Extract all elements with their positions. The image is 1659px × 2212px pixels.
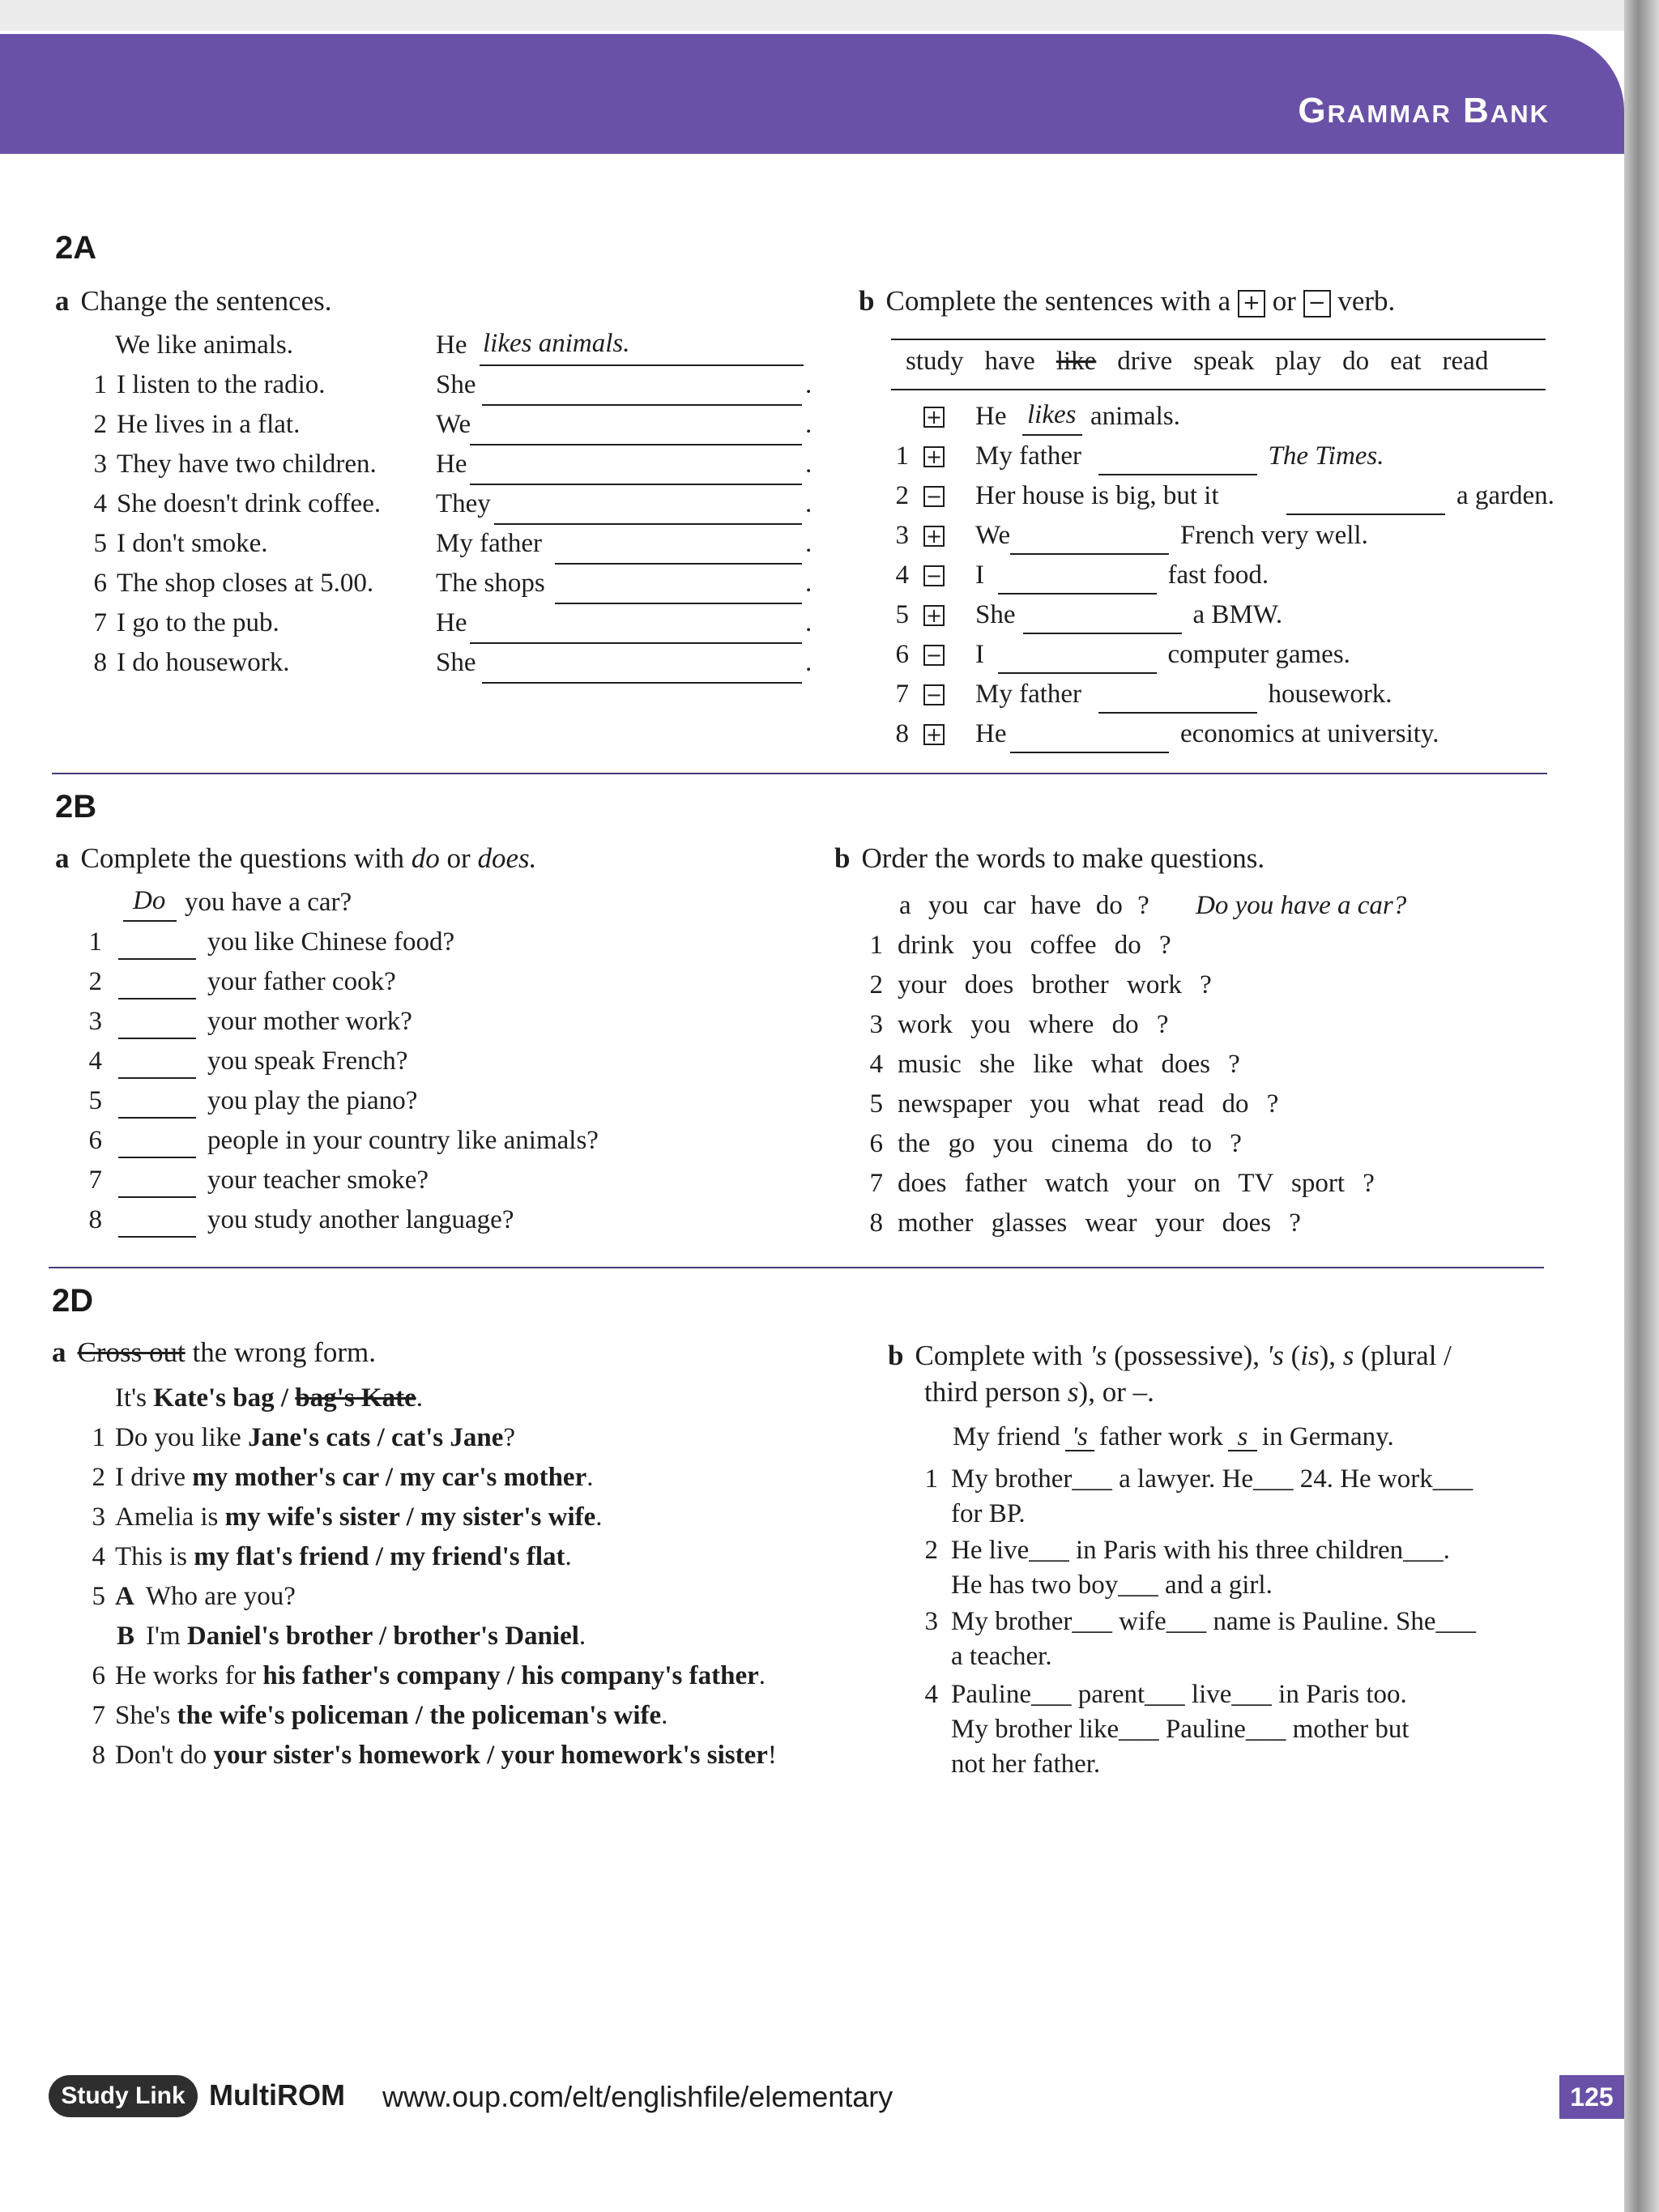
sentence-item [81, 489, 381, 519]
sentence-text: They have two children. [117, 450, 377, 479]
sentence-text: Amelia is [115, 1502, 219, 1532]
option-separator: / [500, 1661, 522, 1690]
example-rest: you have a car? [185, 888, 352, 917]
jumbled-words: music she like what does ? [898, 1050, 1240, 1079]
sentence-item [79, 1741, 777, 1771]
option-one: my mother's car [192, 1463, 379, 1492]
answer-line [1022, 434, 1082, 436]
speaker-label: B [117, 1622, 135, 1651]
minus-box-icon: − [923, 684, 945, 705]
word-box-top-rule [891, 339, 1546, 340]
page-number: 125 [1559, 2075, 1624, 2119]
answer-blank [470, 484, 802, 485]
sentence-end: ! [767, 1741, 777, 1770]
item-number: 1 [924, 1464, 938, 1494]
answer-blank [1010, 553, 1169, 555]
answer-blank [470, 444, 802, 445]
item-number: 5 [88, 1086, 102, 1115]
answer-blank [118, 1236, 196, 1238]
section-2a-code: 2A [55, 230, 97, 266]
example-answer: Do you have a car? [1196, 891, 1407, 920]
word-option: like [1056, 347, 1097, 376]
exercise-2b-a-instruction [55, 842, 536, 875]
item-number: 1 [93, 370, 107, 399]
sentence-rest: housework. [1268, 680, 1392, 709]
option-two: brother's Daniel [393, 1622, 579, 1651]
instruction-text: (possessive), [1114, 1340, 1260, 1371]
subject-word: She [436, 370, 476, 399]
jumbled-words: newspaper you what read do ? [898, 1089, 1279, 1119]
sentence-item [81, 608, 279, 638]
item-number: 5 [92, 1582, 105, 1611]
example-subject: He [975, 402, 1007, 431]
sentence-item [79, 1582, 296, 1612]
subject-word: My father [436, 529, 543, 558]
sentence-item [81, 450, 377, 479]
option-separator: / [372, 1622, 394, 1651]
jumbled-words: work you where do ? [898, 1010, 1169, 1039]
subject-text: My father [975, 441, 1082, 471]
multirom-label: MultiROM [209, 2078, 345, 2112]
sentence-text: This is [115, 1542, 187, 1571]
answer-blank [555, 603, 802, 604]
item-number: 7 [895, 680, 909, 709]
item-number: 3 [869, 1010, 883, 1039]
item-number: 2 [88, 967, 102, 996]
answer-blank [482, 404, 802, 406]
answer-blank [1010, 752, 1169, 753]
item-number: 3 [924, 1607, 938, 1636]
answer-line [123, 920, 177, 922]
word-option: read [1442, 347, 1489, 376]
option-two: cat's Jane [391, 1423, 504, 1452]
sentence-end: . [578, 1622, 586, 1651]
option-separator: / [369, 1542, 390, 1571]
option-two: your homework's sister [501, 1741, 768, 1770]
sentence-item [79, 1502, 603, 1532]
item-number: 5 [93, 529, 107, 558]
item-number: 4 [88, 1046, 102, 1076]
item-number: 5 [869, 1089, 883, 1119]
item-number: 7 [93, 608, 107, 637]
option-two: the policeman's wife [429, 1701, 662, 1730]
subject-text: He [975, 719, 1007, 748]
answer-blank [118, 1077, 196, 1079]
jumbled-words: does father watch your on TV sport ? [898, 1169, 1375, 1198]
word-option: study [906, 347, 964, 376]
gapped-line: Pauline___ parent___ live___ in Paris too. [951, 1680, 1407, 1709]
item-number: 6 [895, 640, 909, 669]
example-subject: He [436, 330, 467, 360]
item-number: 2 [924, 1536, 938, 1565]
item-number: 8 [88, 1205, 102, 1234]
item-number: 2 [92, 1463, 105, 1492]
question-rest: your mother work? [207, 1007, 412, 1036]
instruction-text: Change the sentences. [80, 285, 332, 317]
option-one: my flat's friend [194, 1542, 369, 1571]
sentence-text: I don't smoke. [117, 529, 268, 558]
exercise-2d-b-instruction-line2 [924, 1376, 1154, 1409]
exercise-letter: a [52, 1336, 66, 1368]
item-number: 7 [92, 1701, 105, 1730]
item-number: 1 [88, 927, 102, 957]
exercise-letter: b [888, 1340, 904, 1371]
item-number: 6 [869, 1129, 883, 1158]
sentence-text: Don't do [115, 1741, 207, 1770]
minus-box-icon: − [1303, 290, 1331, 318]
exercise-letter: a [55, 842, 70, 874]
sentence-item [81, 569, 373, 599]
sentence-end: ? [503, 1423, 516, 1452]
section-2d-code: 2D [52, 1283, 94, 1319]
sentence-end: . [595, 1502, 603, 1532]
sentence-end: . [758, 1661, 766, 1690]
sentence-text: It's [115, 1383, 147, 1413]
item-number: 8 [869, 1208, 883, 1238]
item-number: 2 [895, 481, 909, 510]
plus-box-icon: + [1238, 290, 1265, 318]
sentence-end: . [565, 1542, 572, 1571]
option-separator: / [480, 1741, 501, 1770]
full-stop: . [805, 529, 812, 558]
word-option: speak [1193, 347, 1255, 376]
gapped-line: He live___ in Paris with his three children___. [951, 1536, 1450, 1565]
answer-blank [998, 593, 1157, 595]
option-separator: / [378, 1463, 400, 1492]
answer-blank [118, 958, 196, 960]
footer-url-link[interactable]: www.oup.com/elt/englishfile/elementary [382, 2080, 893, 2113]
plus-box-icon: + [923, 605, 945, 626]
subject-word: They [436, 489, 491, 518]
sentence-item [81, 410, 300, 440]
word-option: eat [1390, 347, 1422, 376]
sentence-text: I listen to the radio. [117, 370, 326, 399]
item-number: 8 [93, 648, 107, 677]
example-fill: 's [1065, 1424, 1094, 1451]
option-separator: / [274, 1383, 296, 1413]
exercise-letter: b [859, 285, 875, 317]
answer-blank [1098, 474, 1257, 475]
item-number: 3 [93, 450, 107, 479]
word-box [906, 347, 1509, 377]
option-one: your sister's homework [213, 1741, 480, 1770]
gapped-line: My brother___ wife___ name is Pauline. She___ [951, 1607, 1476, 1636]
example-rest: animals. [1090, 402, 1180, 431]
full-stop: . [805, 489, 812, 518]
instruction-s: 's [1090, 1340, 1107, 1371]
jumbled-words: your does brother work ? [898, 970, 1212, 999]
item-number: 4 [93, 489, 107, 518]
option-one: the wife's policeman [177, 1701, 409, 1730]
answer-blank [1023, 633, 1182, 634]
plus-box-icon: + [923, 446, 945, 467]
answer-blank [494, 523, 802, 525]
item-number: 4 [895, 560, 909, 590]
section-2b-code: 2B [55, 789, 97, 825]
option-one: Kate's bag [153, 1383, 275, 1413]
answer-blank [118, 1038, 196, 1039]
instruction-does: does. [477, 842, 537, 874]
speaker-label: A [115, 1582, 134, 1611]
item-number: 1 [92, 1423, 105, 1452]
question-rest: you study another language? [207, 1205, 514, 1234]
option-two: his company's father [521, 1661, 759, 1690]
full-stop: . [805, 410, 812, 439]
instruction-text: (plural / [1361, 1340, 1452, 1371]
item-number: 7 [869, 1169, 883, 1198]
exercise-2d-a-instruction [52, 1336, 376, 1369]
item-number: 3 [88, 1007, 102, 1036]
option-two: my sister's wife [420, 1502, 596, 1532]
gapped-line: My brother like___ Pauline___ mother but [951, 1715, 1410, 1744]
word-option: drive [1117, 347, 1173, 376]
item-number: 4 [924, 1680, 938, 1709]
option-two: my car's mother [399, 1463, 587, 1492]
answer-blank [1098, 712, 1257, 714]
exercise-2a-b-instruction [859, 285, 1395, 318]
instruction-or: or [1272, 285, 1296, 317]
question-rest: you like Chinese food? [207, 927, 455, 957]
sentence-rest: French very well. [1180, 521, 1368, 550]
sentence-item [79, 1423, 515, 1453]
question-rest: your father cook? [207, 967, 396, 996]
full-stop: . [805, 648, 812, 677]
subject-word: We [436, 410, 471, 439]
subject-text: I [975, 560, 984, 590]
sentence-rest: The Times. [1268, 441, 1384, 471]
sentence-item [79, 1661, 766, 1691]
plus-box-icon: + [923, 526, 945, 547]
sentence-item [81, 529, 268, 559]
answer-blank [1286, 514, 1445, 515]
option-separator: / [399, 1502, 421, 1532]
sentence-end: . [586, 1463, 594, 1492]
example-sentence [953, 1422, 1394, 1452]
gapped-line: My brother___ a lawyer. He___ 24. He work___ [951, 1464, 1473, 1494]
plus-box-icon: + [923, 407, 945, 428]
subject-text: She [975, 600, 1016, 629]
subject-text: My father [975, 680, 1082, 709]
sentence-text: Do you like [115, 1423, 241, 1452]
plus-box-icon: + [923, 724, 945, 745]
sentence-text: He lives in a flat. [117, 410, 301, 439]
sentence-text: The shop closes at 5.00. [117, 569, 374, 598]
subject-word: He [436, 450, 467, 479]
jumbled-words: the go you cinema do to ? [898, 1129, 1242, 1158]
sentence-rest: fast food. [1167, 560, 1269, 590]
item-number: 2 [93, 410, 107, 439]
subject-word: She [436, 648, 476, 677]
subject-word: The shops [436, 569, 545, 598]
subject-text: I [975, 640, 984, 669]
item-number: 6 [93, 569, 107, 598]
study-link-badge: Study Link [49, 2075, 198, 2117]
jumbled-words: drink you coffee do ? [898, 931, 1171, 960]
sentence-text: She doesn't drink coffee. [117, 489, 382, 518]
page-header-title: Grammar Bank [1298, 91, 1550, 130]
sentence-text: She's [115, 1701, 171, 1730]
minus-box-icon: − [923, 645, 945, 666]
sentence-text: Who are you? [145, 1582, 296, 1611]
example-text: in Germany. [1261, 1422, 1394, 1451]
option-two: my friend's flat [390, 1542, 565, 1571]
sentence-text: I go to the pub. [117, 608, 279, 637]
sentence-rest: a garden. [1456, 481, 1555, 510]
sentence-item [79, 1463, 593, 1493]
instruction-or: or [446, 842, 471, 874]
sentence-item [115, 1383, 423, 1413]
answer-blank [118, 998, 196, 999]
item-number: 6 [88, 1126, 102, 1155]
example-label: a [899, 891, 911, 920]
example-answer: Do [133, 886, 166, 915]
answer-blank [470, 642, 802, 644]
instruction-do: do [411, 842, 440, 874]
example-words: you car have do ? [928, 891, 1149, 920]
option-one: my wife's sister [224, 1502, 400, 1532]
option-one: his father's company [262, 1661, 501, 1690]
example-text: My friend [953, 1422, 1060, 1451]
gapped-line: He has two boy___ and a girl. [951, 1571, 1273, 1600]
sentence-item [81, 370, 326, 400]
word-box-bottom-rule [891, 389, 1546, 390]
sentence-rest: economics at university. [1180, 719, 1439, 748]
item-number: 3 [92, 1502, 105, 1532]
item-number: 8 [895, 719, 909, 748]
answer-blank [118, 1157, 196, 1158]
sentence-text: I do housework. [117, 648, 290, 677]
subject-text: We [975, 521, 1011, 550]
full-stop: . [805, 370, 812, 399]
instruction-text: Complete the sentences with a [885, 285, 1231, 317]
sentence-end: . [416, 1383, 423, 1413]
item-number: 8 [92, 1741, 105, 1770]
item-number: 7 [88, 1166, 102, 1195]
jumbled-words: mother glasses wear your does ? [898, 1208, 1301, 1238]
full-stop: . [805, 450, 812, 479]
sentence-item [81, 648, 290, 678]
sentence-item [117, 1622, 586, 1652]
gapped-line: for BP. [951, 1499, 1026, 1528]
sentence-text: I'm [146, 1622, 181, 1651]
item-number: 4 [92, 1542, 105, 1571]
instruction-s: s [1067, 1376, 1079, 1408]
example-answer: likes [1027, 400, 1077, 429]
exercise-2a-a-instruction [55, 285, 332, 318]
instruction-s: 's [1266, 1340, 1284, 1371]
question-rest: you speak French? [207, 1046, 408, 1076]
example-sentence: We like animals. [115, 330, 294, 360]
item-number: 2 [869, 970, 883, 999]
item-number: 1 [895, 441, 909, 471]
full-stop: . [805, 608, 812, 637]
option-one: Daniel's brother [186, 1622, 373, 1651]
answer-blank [555, 563, 802, 565]
answer-blank [998, 672, 1157, 674]
instruction-s: s [1342, 1340, 1354, 1371]
example-text: father work [1098, 1422, 1223, 1451]
subject-text: Her house is big, but it [975, 481, 1219, 510]
question-rest: people in your country like animals? [207, 1126, 599, 1155]
option-two: bag's Kate [295, 1383, 416, 1413]
instruction-text: ), or –. [1078, 1376, 1154, 1408]
item-number: 1 [869, 931, 883, 960]
sentence-item [79, 1542, 572, 1572]
gapped-line: not her father. [951, 1750, 1101, 1779]
example-answer: likes animals. [483, 329, 630, 358]
instruction-text: Complete with [915, 1340, 1083, 1371]
question-rest: you play the piano? [207, 1086, 418, 1115]
minus-box-icon: − [923, 565, 945, 586]
sentence-item [79, 1701, 667, 1731]
answer-blank [482, 682, 802, 684]
instruction-crossed-out: Cross out [77, 1336, 186, 1368]
section-divider [49, 1267, 1544, 1268]
instruction-text: third person [924, 1376, 1061, 1408]
option-one: Jane's cats [248, 1423, 371, 1452]
instruction-text: Complete the questions with [80, 842, 405, 874]
gapped-line: a teacher. [951, 1642, 1052, 1671]
instruction-text: Order the words to make questions. [861, 842, 1265, 874]
sentence-text: He works for [115, 1661, 257, 1690]
word-option: play [1275, 347, 1322, 376]
example-fill: s [1228, 1424, 1257, 1451]
instruction-text: the wrong form. [192, 1336, 376, 1368]
book-spine [1624, 0, 1659, 2212]
minus-box-icon: − [923, 486, 945, 507]
exercise-2b-b-instruction [834, 842, 1265, 875]
word-option: do [1342, 347, 1370, 376]
question-rest: your teacher smoke? [207, 1166, 429, 1195]
sentence-end: . [661, 1701, 668, 1730]
sentence-rest: computer games. [1167, 640, 1350, 669]
answer-blank [118, 1196, 196, 1198]
instruction-text-end: verb. [1337, 285, 1396, 317]
subject-word: He [436, 608, 467, 637]
exercise-letter: a [55, 285, 70, 317]
item-number: 4 [869, 1050, 883, 1079]
section-divider [52, 773, 1547, 774]
word-option: have [984, 347, 1035, 376]
exercise-2d-b-instruction: b Complete with 's (possessive), 's (is), s (plural / [888, 1340, 1452, 1371]
answer-blank [118, 1117, 196, 1119]
sentence-rest: a BMW. [1192, 600, 1283, 629]
answer-line [480, 364, 804, 366]
item-number: 3 [895, 521, 909, 550]
sentence-text: I drive [115, 1463, 186, 1492]
full-stop: . [805, 569, 812, 598]
top-margin [0, 0, 1624, 31]
option-separator: / [408, 1701, 430, 1730]
item-number: 5 [895, 600, 909, 629]
exercise-letter: b [834, 842, 851, 874]
item-number: 6 [92, 1661, 105, 1690]
instruction-is: is [1300, 1340, 1320, 1371]
option-separator: / [370, 1423, 391, 1452]
